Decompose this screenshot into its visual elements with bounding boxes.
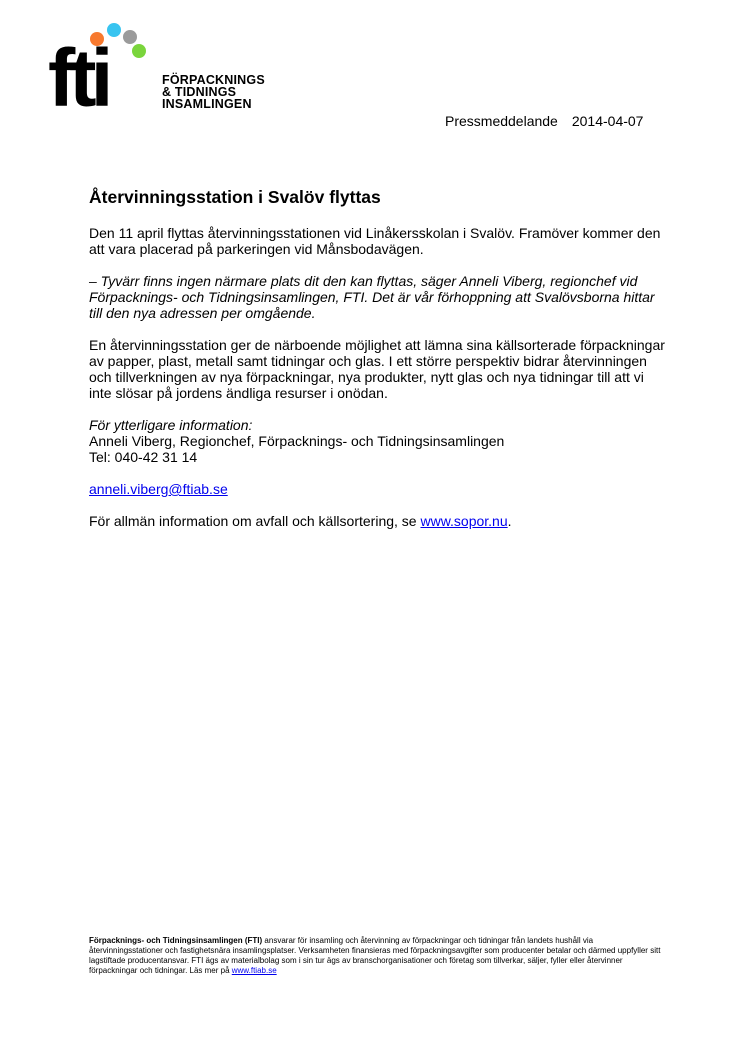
email-line (89, 481, 669, 497)
green-dot-icon (132, 44, 146, 58)
footer (89, 936, 664, 976)
logo-name (162, 74, 265, 110)
contact-block (89, 417, 669, 465)
paragraph-quote: – Tyvärr finns ingen närmare plats dit den kan flyttas, säger Anneli Viberg, regionchef vid Förpacknings- och Tidningsinsamlingen, FTI. Det är vår förhoppning att Svalövsborna hittar till den nya adressen per omgående. (89, 273, 655, 321)
logo-line-3: INSAMLINGEN (162, 97, 252, 111)
footer-text: ansvarar för insamling och återvinning av förpackningar och tidningar från landets hushåll via återvinningsstationer och fastighetsnära insamlingsplatser. Verksamheten finansieras med förpackningsavgifter som producenter betalar och därmed uppfyller sitt lagstiftade producentansvar. FTI ägs av materialbolag som i sin tur ägs av branschorganisationer och företag som tillverkar, säljer, fyller eller återvinner förpackningar och tidningar. Läs mer på (89, 936, 661, 975)
blue-dot-icon (107, 23, 121, 37)
sopor-link[interactable]: www.sopor.nu (420, 513, 508, 529)
logo-line-2: & TIDNINGS (162, 85, 237, 99)
doc-date: 2014-04-07 (571, 113, 644, 129)
fti-logo (48, 22, 288, 122)
gray-dot-icon (123, 30, 137, 44)
general-info (89, 513, 669, 529)
email-link[interactable]: anneli.viberg@ftiab.se (89, 481, 228, 497)
contact-name: Anneli Viberg, Regionchef, Förpacknings- och Tidningsinsamlingen (89, 433, 505, 449)
paragraph-intro: Den 11 april flyttas återvinningsstationen vid Linåkersskolan i Svalöv. Framöver kommer den att vara placerad på parkeringen vid Månsbodavägen. (89, 225, 661, 257)
article (89, 186, 669, 545)
general-prefix: För allmän information om avfall och källsortering, se (89, 513, 421, 529)
footer-org: Förpacknings- och Tidningsinsamlingen (FTI) (89, 936, 263, 945)
logo-wordmark: fti (48, 33, 108, 124)
logo-line-1: FÖRPACKNINGS (162, 73, 265, 87)
article-title: Återvinningsstation i Svalöv flyttas (89, 187, 381, 207)
ftiab-link[interactable]: www.ftiab.se (231, 966, 277, 975)
contact-tel: Tel: 040-42 31 14 (89, 449, 198, 465)
paragraph-body: En återvinningsstation ger de närboende möjlighet att lämna sina källsorterade förpackningar av papper, plast, metall samt tidningar och glas. I ett större perspektiv bidrar återvinningen och tillverkningen av nya förpackningar, nya produkter, nytt glas och nya tidningar till att vi inte slösar på jordens ändliga resurser i onödan. (89, 337, 665, 401)
doc-type: Pressmeddelande (445, 113, 558, 129)
info-label: För ytterligare information: (89, 417, 253, 433)
press-header (445, 113, 643, 129)
general-suffix: . (507, 513, 512, 529)
